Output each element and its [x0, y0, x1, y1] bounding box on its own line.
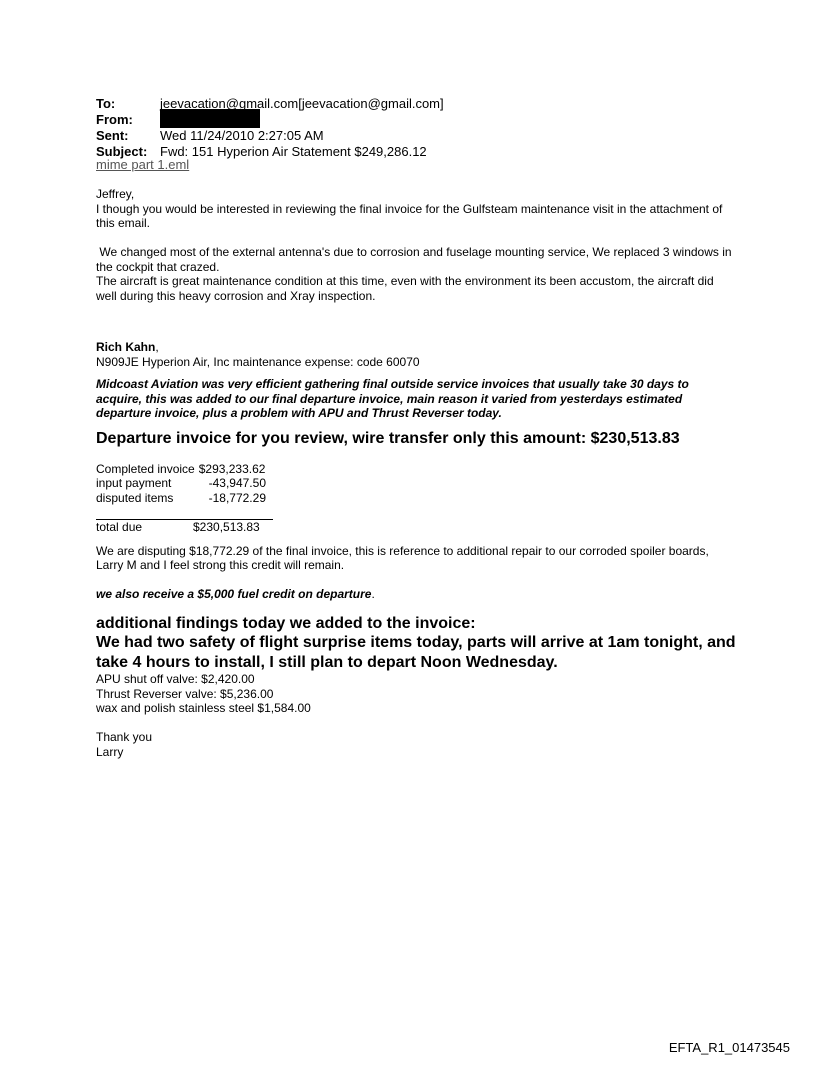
to-value: jeevacation@gmail.com[jeevacation@gmail.com] [160, 96, 444, 111]
email-header [96, 96, 444, 160]
invoice-row-input [96, 476, 276, 491]
item-thrust-reverser: Thrust Reverser valve: $5,236.00 [96, 686, 274, 701]
item-wax-polish: wax and polish stainless steel $1,584.00 [96, 701, 311, 715]
total-label: total due [96, 520, 143, 534]
italic-paragraph: Midcoast Aviation was very efficient gathering final outside service invoices that usually take 30 days to acquire, this was added to our final departure invoice, main reason it varied from yesterdays estimated departure invoice, plus a problem with APU and Thrust Reverser today. [96, 377, 689, 420]
closing-name: Larry [96, 744, 124, 759]
disputed-value: -18,772.29 [208, 490, 266, 505]
signature-line: N909JE Hyperion Air, Inc maintenance expense: code 60070 [96, 354, 420, 369]
dispute-paragraph: We are disputing $18,772.29 of the final invoice, this is reference to additional repair to our corroded spoiler boards, Larry M and I feel strong this credit will remain. [96, 543, 709, 572]
paragraph-1: I though you would be interested in reviewing the final invoice for the Gulfsteam maintenance visit in the attachment of this email. [96, 201, 723, 230]
item-apu: APU shut off valve: $2,420.00 [96, 672, 255, 686]
safety-heading: We had two safety of flight surprise items today, parts will arrive at 1am tonight, and take 4 hours to install, I still plan to depart Noon Wednesday. [96, 634, 736, 671]
from-label: From: [96, 112, 133, 127]
paragraph-2b: The aircraft is great maintenance condition at this time, even with the environment its been accustom, the aircraft did well during this heavy corrosion and Xray inspection. [96, 274, 714, 303]
input-label: input payment [96, 476, 172, 490]
sent-value: Wed 11/24/2010 2:27:05 AM [160, 128, 324, 143]
signature-comma: , [155, 340, 159, 354]
attachment-link[interactable]: mime part 1.eml [96, 157, 190, 172]
paragraph-2a: We changed most of the external antenna's due to corrosion and fuselage mounting service, We replaced 3 windows in the cockpit that crazed. [96, 245, 735, 274]
completed-label: Completed invoice [96, 461, 195, 476]
subject-value: Fwd: 151 Hyperion Air Statement $249,286.12 [160, 144, 427, 159]
total-value: $230,513.83 [193, 520, 260, 534]
input-value: -43,947.50 [208, 476, 266, 490]
to-row [96, 96, 444, 112]
sent-label: Sent: [96, 128, 129, 143]
fuel-credit-period: . [371, 587, 375, 601]
from-row [96, 112, 444, 128]
departure-heading: Departure invoice for you review, wire transfer only this amount: $230,513.83 [96, 429, 680, 447]
email-body [96, 187, 736, 759]
invoice-row-total [96, 520, 276, 535]
invoice-summary [96, 462, 276, 535]
signature-name: Rich Kahn [96, 340, 156, 354]
greeting: Jeffrey, [96, 187, 135, 201]
invoice-row-disputed [96, 491, 276, 506]
invoice-row-completed [96, 462, 276, 477]
signature [96, 340, 736, 355]
sent-row [96, 128, 444, 144]
additional-heading: additional findings today we added to the invoice: [96, 614, 476, 632]
closing-thanks: Thank you [96, 730, 153, 744]
completed-value: $293,233.62 [198, 461, 266, 476]
fuel-credit-line [96, 587, 736, 602]
subject-label: Subject: [96, 144, 148, 159]
fuel-credit-text: we also receive a $5,000 fuel credit on departure [96, 587, 372, 601]
disputed-label: disputed items [96, 490, 174, 505]
to-label: To: [96, 96, 116, 111]
document-id: EFTA_R1_01473545 [668, 1040, 790, 1055]
